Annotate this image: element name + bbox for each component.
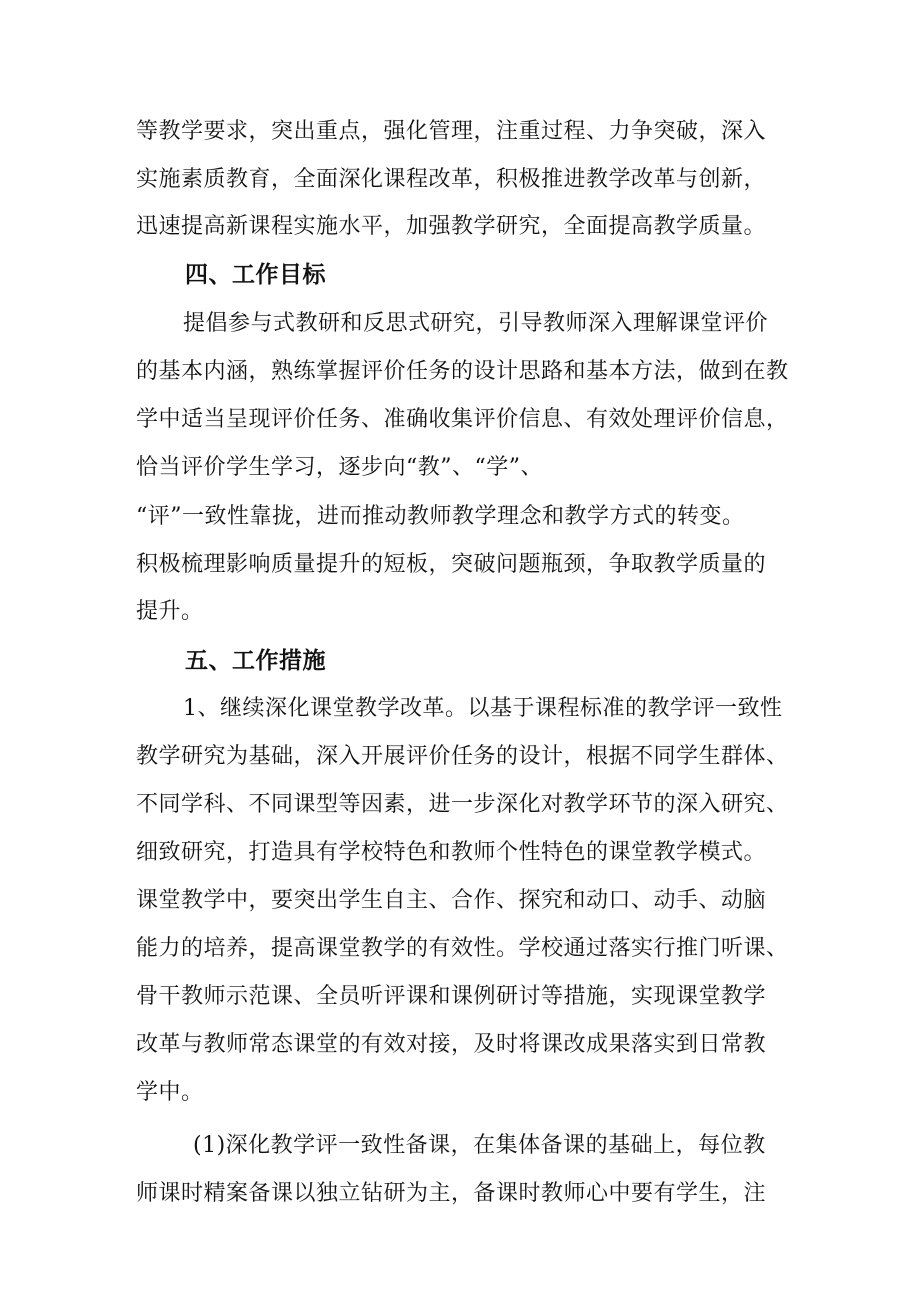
text-line-10: 积极梳理影响质量提升的短板，突破问题瓶颈，争取教学质量的 xyxy=(136,552,767,577)
text-line-17: 课堂教学中，要突出学生自主、合作、探究和动口、动手、动脑 xyxy=(136,888,767,913)
text-line-14: 教学研究为基础，深入开展评价任务的设计，根据不同学生群体、 xyxy=(136,744,789,769)
text-line-11: 提升。 xyxy=(136,599,204,624)
text-line-5: 提倡参与式教研和反思式研究，引导教师深入理解课堂评价 xyxy=(183,311,769,336)
text-line-2: 实施素质教育，全面深化课程改革，积极推进教学改革与创新， xyxy=(136,167,767,192)
text-line-20: 改革与教师常态课堂的有效对接，及时将课改成果落实到日常教 xyxy=(136,1032,767,1057)
text-line-18: 能力的培养，提高课堂教学的有效性。学校通过落实行推门听课、 xyxy=(136,936,789,961)
text-line-15: 不同学科、不同课型等因素，进一步深化对教学环节的深入研究、 xyxy=(136,792,789,817)
text-line-9: “评”一致性靠拢，进而推动教师教学理念和教学方式的转变。 xyxy=(136,504,745,529)
section-heading-goals: 四、工作目标 xyxy=(185,262,326,288)
text-line-1: 等教学要求，突出重点，强化管理，注重过程、力争突破，深入 xyxy=(136,119,767,144)
text-line-22: (1)深化教学评一致性备课，在集体备课的基础上，每位教 xyxy=(193,1133,766,1158)
text-line-8: 恰当评价学生学习，逐步向“教”、“学”、 xyxy=(136,455,543,480)
section-heading-measures: 五、工作措施 xyxy=(185,648,326,674)
text-line-19: 骨干教师示范课、全员听评课和课例研讨等措施，实现课堂教学 xyxy=(136,984,767,1009)
text-line-23: 师课时精案备课以独立钻研为主，备课时教师心中要有学生，注 xyxy=(136,1181,767,1206)
text-line-13: 1、继续深化课堂教学改革。以基于课程标准的教学评一致性 xyxy=(183,696,783,721)
text-line-21: 学中。 xyxy=(136,1080,204,1105)
text-line-6: 的基本内涵，熟练掌握评价任务的设计思路和基本方法，做到在教 xyxy=(136,359,789,384)
text-line-7: 学中适当呈现评价任务、准确收集评价信息、有效处理评价信息， xyxy=(136,407,789,432)
text-line-16: 细致研究，打造具有学校特色和教师个性特色的课堂教学模式。 xyxy=(136,840,767,865)
text-line-3: 迅速提高新课程实施水平，加强教学研究，全面提高教学质量。 xyxy=(136,214,767,239)
